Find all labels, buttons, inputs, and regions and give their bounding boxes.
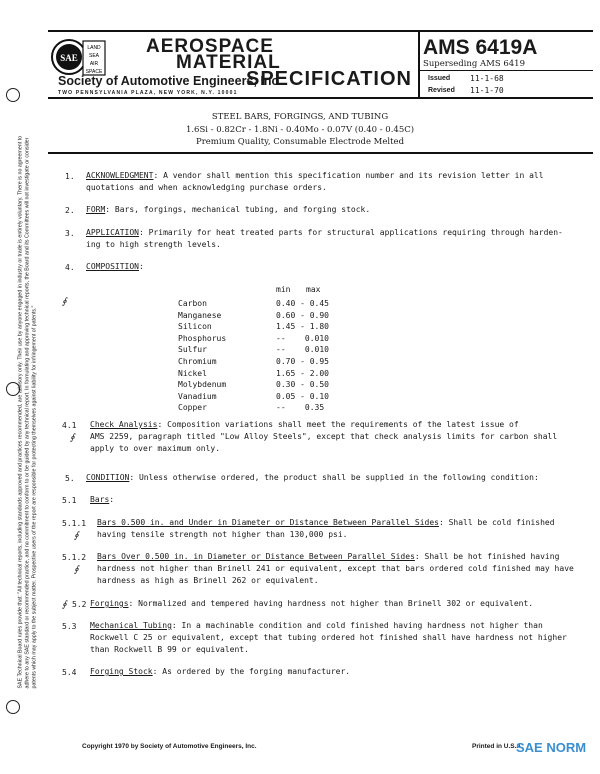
section-heading: Bars 0.500 in. and Under in Diameter or Distance Between Parallel Sides [97,518,439,527]
element-name: Vanadium [178,391,217,401]
element-name: Manganese [178,310,222,320]
element-range: 1.45 - 1.80 [276,322,329,332]
section-text: having tensile strength not higher than 130,000 psi. [97,530,348,539]
title-material: MATERIAL [176,52,281,73]
section-heading: COMPOSITION [86,262,139,271]
section-heading: Forging Stock [90,667,153,676]
section-text: than Rockwell B 99 or equivalent. [90,645,249,654]
organization-address: TWO PENNSYLVANIA PLAZA, NEW YORK, N.Y. 10001 [58,90,238,96]
section-text: : Shall be cold finished [438,518,555,527]
section-application [86,227,596,239]
change-flag: ∮ [70,433,75,443]
sae-logo [50,35,108,79]
issued-date: 11-1-68 [470,74,504,83]
logo-word-space: SPACE [85,69,103,75]
section-heading: Bars Over 0.500 in. in Diameter or Distance Between Parallel Sides [97,552,415,561]
section-number: 4.1 [62,421,77,430]
element-range: -- 0.35 [276,403,325,413]
subject-quality: Premium Quality, Consumable Electrode Melted [195,137,405,147]
section-text: : Bars, forgings, mechanical tubing, and forging stock. [105,205,371,214]
change-flag: ∮ [74,531,79,541]
revised-date: 11-1-70 [470,86,504,95]
change-flag: ∮ [62,297,67,307]
section-number: 5. [65,474,75,483]
header-top-rule [48,30,593,32]
element-range: -- 0.010 [276,333,329,343]
section-text: Rockwell C 25 or equivalent, except that tubing ordered hot finished shall have hardness not higher [90,633,567,642]
section-number: 5.1.1 [62,519,87,528]
element-name: Chromium [178,357,217,366]
column-header-max: max [306,285,321,294]
section-heading: CONDITION [86,473,130,482]
section-number: 4. [65,263,75,272]
section-forging-stock [90,666,595,678]
printed-in-usa: Printed in U.S.A. [472,743,523,750]
section-number: 5.2 [72,600,87,609]
section-colon: : [109,495,115,504]
section-colon: : [138,262,144,271]
supersede-rule [420,70,593,71]
watermark: SAE NORM [516,740,587,755]
logo-word-air: AIR [89,61,99,67]
title-specification: SPECIFICATION [246,68,412,90]
subject-rule [48,152,593,154]
column-header-min: min [276,285,291,294]
section-composition [86,261,144,273]
section-bars-small [97,517,597,529]
copyright-notice: Copyright 1970 by Society of Automotive Engineers, Inc. [82,743,257,750]
section-number: 3. [65,229,75,238]
spec-number: AMS 6419A [423,36,538,59]
revised-label: Revised [428,87,455,94]
section-form [86,204,586,216]
section-text: : Unless otherwise ordered, the product shall be supplied in the following condition: [129,473,539,482]
sidebar-legal-note: SAE Technical Board rules provide that: "All technical reports, including standards approved and practices recommended, are advisory only. Their use by anyone engaged in industry or trade is entirely voluntary. There is no agreement to adhere to any SAE standard or recommended practice, and no commitment to conform to or be guided by any technical report. In formulating and approving technical reports, the Board and its Committees will not investigate or consider patents which may apply to the subject matter. Prospective users of the report are responsible for protecting themselves against liability for infringement of patents." [17,135,38,689]
element-name: Molybdenum [178,380,227,390]
section-text: hardness as high as Brinell 262 or equivalent. [97,576,319,585]
section-check-analysis [90,419,595,431]
section-text: : A vendor shall mention this specification number and its revision letter in all [153,171,544,180]
element-range: -- 0.010 [276,345,329,355]
change-flag: ∮ [74,565,79,575]
element-name: Silicon [178,322,212,332]
section-number: 1. [65,172,75,181]
section-text: apply to over maximum only. [90,444,221,453]
logo-mark: SAE [60,53,78,63]
section-heading: Check Analysis [90,420,158,429]
section-text: : In a machinable condition and cold finished having hardness not higher than [171,621,543,630]
section-number: 2. [65,206,75,215]
element-range: 1.65 - 2.00 [276,368,329,378]
section-bars [90,494,114,506]
section-text: : As ordered by the forging manufacturer. [152,667,351,676]
section-text: quotations and when acknowledging purchase orders. [86,183,327,192]
punch-hole-top [6,88,20,102]
element-range: 0.40 - 0.45 [276,299,329,308]
element-name: Phosphorus [178,333,227,343]
element-range: 0.60 - 0.90 [276,310,329,320]
element-name: Copper [178,403,207,413]
section-number: 5.4 [62,668,77,677]
section-bars-large [97,551,597,563]
element-range: 0.30 - 0.50 [276,380,329,390]
section-heading: FORM [86,205,106,214]
section-heading: Bars [90,495,110,504]
title-aerospace: AEROSPACE [146,36,274,57]
subject-title: STEEL BARS, FORGINGS, AND TUBING [211,112,389,122]
element-name: Sulfur [178,345,207,355]
section-number: 5.1 [62,496,77,505]
section-number: 5.3 [62,622,77,631]
change-flag: ∮ [62,600,67,610]
section-heading: Mechanical Tubing [90,621,172,630]
element-range: 0.05 - 0.10 [276,391,329,401]
organization-name: Society of Automotive Engineers, Inc. [58,74,282,88]
section-number: 5.1.2 [62,553,87,562]
section-text: : Primarily for heat treated parts for structural applications requiring through harden- [138,228,563,237]
section-text: ing to high strength levels. [86,240,221,249]
element-range: 0.70 - 0.95 [276,357,329,366]
section-mechanical-tubing [90,620,595,632]
section-condition [86,472,591,484]
section-text: : Composition variations shall meet the requirements of the latest issue of [157,420,519,429]
punch-hole-bottom [6,700,20,714]
section-text: : Normalized and tempered having hardness not higher than Brinell 302 or equivalent. [128,599,534,608]
section-acknowledgment [86,170,586,182]
element-name: Nickel [178,368,207,378]
section-heading: APPLICATION [86,228,139,237]
logo-word-sea: SEA [88,53,100,59]
header-divider [418,30,420,99]
logo-word-land: LAND [87,45,101,51]
section-heading: Forgings [90,599,129,608]
section-heading: ACKNOWLEDGMENT [86,171,154,180]
supersedes-note: Superseding AMS 6419 [423,59,525,69]
section-text: : Shall be hot finished having [414,552,560,561]
issued-label: Issued [428,75,451,82]
section-text: AMS 2259, paragraph titled "Low Alloy Steels", except that check analysis limits for carbon shall [90,432,558,441]
section-forgings [90,598,595,610]
subject-composition: 1.6Si - 0.82Cr - 1.8Ni - 0.40Mo - 0.07V (0.40 - 0.45C) [185,125,415,135]
header-bottom-rule [48,97,593,99]
section-text: hardness not higher than Brinell 241 or equivalent, except that bars ordered cold finished may have [97,564,574,573]
element-name: Carbon [178,299,207,308]
